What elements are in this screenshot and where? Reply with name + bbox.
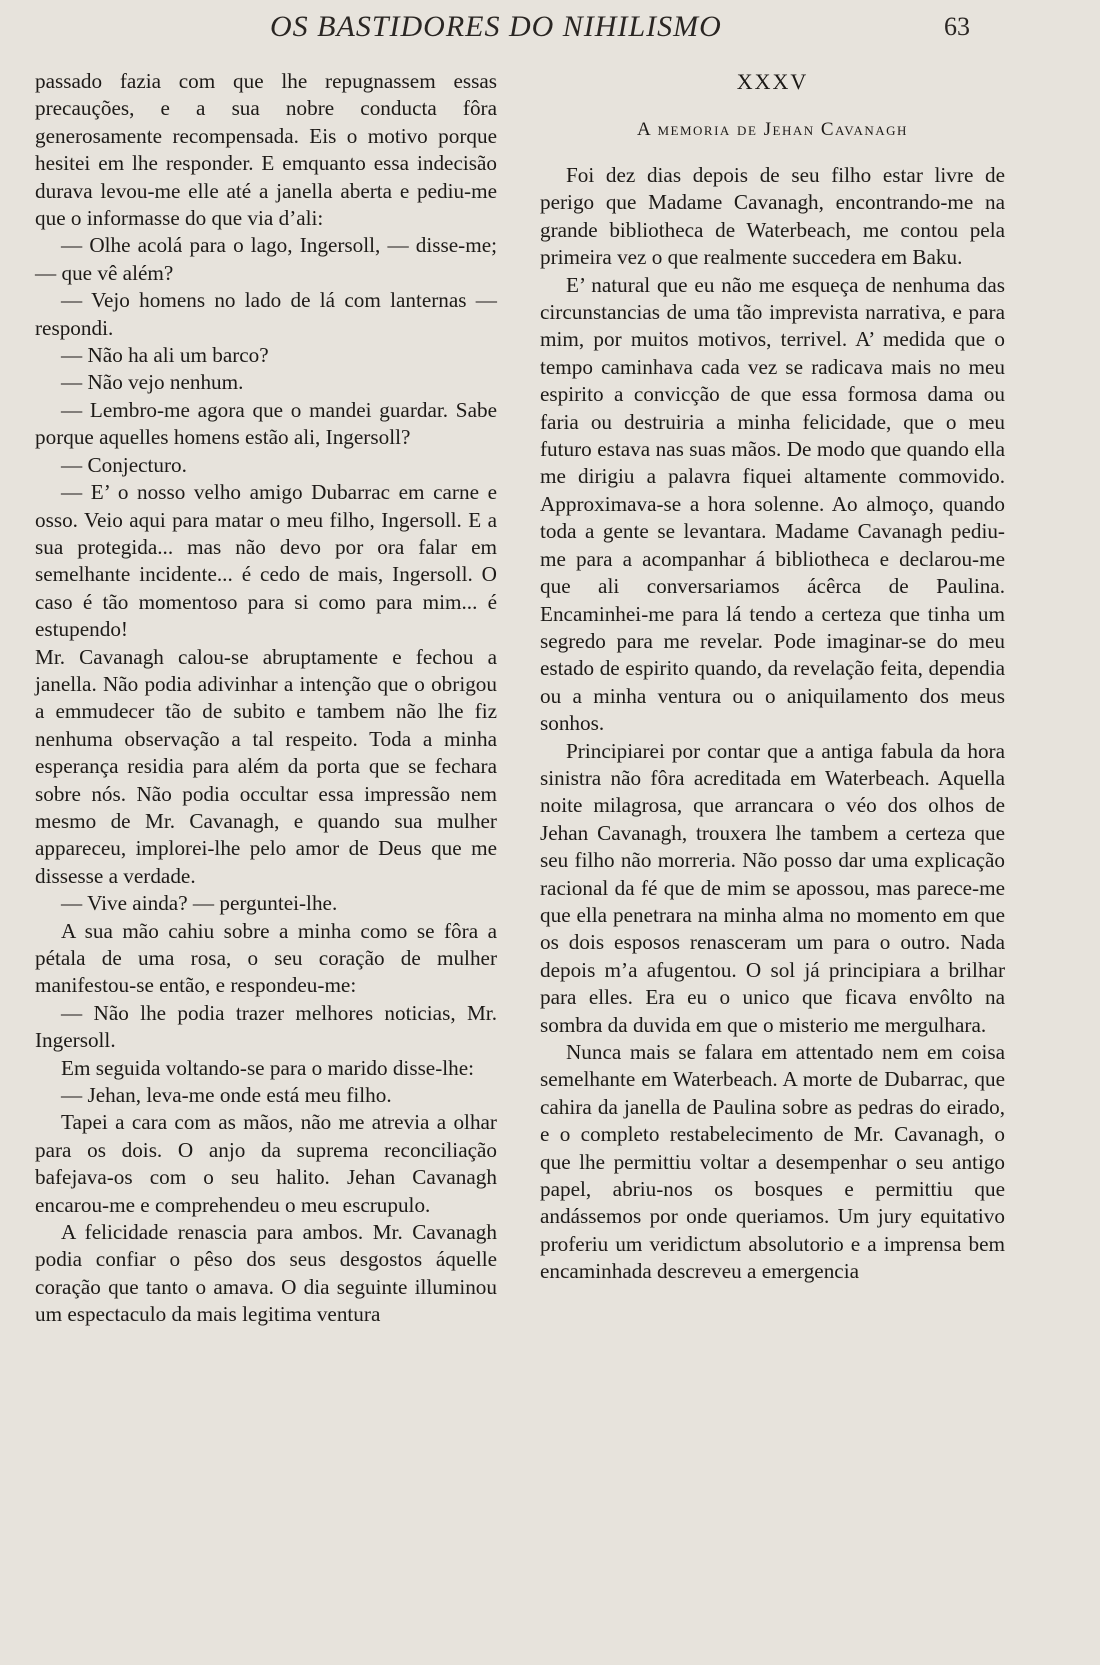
dialogue-line: — Vejo homens no lado de lá com lanternas — respondi.	[35, 288, 497, 340]
paragraph: E’ natural que eu não me esqueça de nenhuma das circunstancias de uma tão imprevista narrativa, e para mim, por muitos motivos, terrivel. A’ medida que o tempo caminhava cada vez se radicava mais no meu espirito a convicção de que essa formosa dama ou faria ou destruiria a minha felicidade, que o meu futuro estava nas suas mãos. De modo que quando ella me dirigiu a palavra fiquei altamente commovido. Approximava-se a hora solenne. Ao almoço, quando toda a gente se levantara. Madame Cavanagh pediu-me para a acompanhar á bibliotheca e declarou-me que ali conversariamos ácêrca de Paulina. Encaminhei-me para lá tendo a certeza que tinha um segredo para me revelar. Pode imaginar-se do meu estado de espirito quando, da revelação feita, dependia ou a minha ventura ou o aniquilamento dos meus sonhos.	[540, 272, 1005, 736]
dialogue-line: — Não vejo nenhum.	[61, 370, 244, 395]
paragraph: A sua mão cahiu sobre a minha como se fôra a pétala de uma rosa, o seu coração de mulher manifestou-se então, e respondeu-me:	[35, 918, 497, 998]
dialogue-line: — E’ o nosso velho amigo Dubarrac em carne e osso. Veio aqui para matar o meu filho, Ingersoll. E a sua protegida... mas não devo por ora falar em semelhante incidente... é cedo de mais, Ingersoll. O caso é tão momentoso para si como para mim... é estupendo!	[35, 480, 497, 642]
running-head	[0, 10, 1100, 50]
paragraph: Tapei a cara com as mãos, não me atrevia a olhar para os dois. O anjo da suprema reconciliação bafejava-os com o seu halito. Jehan Cavanagh encarou-me e comprehendeu o meu escrupulo.	[35, 1110, 497, 1217]
paragraph: Em seguida voltando-se para o marido disse-lhe:	[61, 1055, 475, 1080]
paragraph: Principiarei por contar que a antiga fabula da hora sinistra não fôra acreditada em Waterbeach. Aquella noite milagrosa, que arrancara o véo dos olhos de Jehan Cavanagh, trouxera lhe tambem a certeza que seu filho não morreria. Não posso dar uma explicação racional da fé que de mim se apossou, mas parece-me que ella penetrara na minha alma no momento em que os dois esposos renasceram um para o outro. Nada depois m’a afugentou. O sol já principiara a brilhar para elles. Era eu o unico que ficava envôlto na sombra da duvida em que o misterio me mergulhara.	[540, 738, 1005, 1037]
right-column	[540, 68, 1005, 1286]
dialogue-line: — Jehan, leva-me onde está meu filho.	[61, 1083, 392, 1108]
dialogue-line: — Conjecturo.	[61, 452, 187, 477]
left-column	[35, 68, 497, 1329]
dialogue-line: — Não ha ali um barco?	[61, 343, 269, 368]
book-title: OS BASTIDORES DO NIHILISMO	[270, 10, 722, 43]
dialogue-line: — Vive ainda? — perguntei-lhe.	[61, 891, 338, 916]
paragraph: A felicidade renascia para ambos. Mr. Cavanagh podia confiar o pêso dos seus desgostos áquelle coração que tanto o amava. O dia seguinte illuminou um espectaculo da mais legitima ventura	[35, 1220, 497, 1327]
paragraph: Nunca mais se falara em attentado nem em coisa semelhante em Waterbeach. A morte de Dubarrac, que cahira da janella de Paulina sobre as pedras do eirado, e o completo restabelecimento de Mr. Cavanagh, o que lhe permittiu voltar a desempenhar o seu antigo papel, abriu-nos os bosques e permittiu que andássemos por onde queriamos. Um jury equitativo proferiu um veridictum absolutorio e a imprensa bem encaminhada descreveu a emergencia	[540, 1040, 1005, 1284]
paragraph: Mr. Cavanagh calou-se abruptamente e fechou a janella. Não podia adivinhar a intenção que o obrigou a emmudecer tão de subito e tambem não lhe fiz nenhuma observação a tal respeito. Toda a minha esperança residia para além da porta que se fechara sobre nós. Não podia occultar essa impressão nem mesmo de Mr. Cavanagh, e quando sua mulher appareceu, implorei-lhe pelo amor de Deus que me dissesse a verdade.	[35, 644, 497, 888]
page-number: 63	[944, 12, 970, 41]
dialogue-line: — Não lhe podia trazer melhores noticias, Mr. Ingersoll.	[35, 1000, 497, 1053]
chapter-title: A memoria de Jehan Cavanagh	[637, 119, 908, 140]
paragraph: Foi dez dias depois de seu filho estar livre de perigo que Madame Cavanagh, encontrando-me na grande bibliotheca de Waterbeach, me contou pela primeira vez o que realmente succedera em Baku.	[540, 163, 1005, 270]
dialogue-line: — Lembro-me agora que o mandei guardar. Sabe porque aquelles homens estão ali, Ingersoll?	[35, 397, 497, 450]
dialogue-line: — Olhe acolá para o lago, Ingersoll, — disse-me; — que vê além?	[35, 233, 497, 285]
paragraph: passado fazia com que lhe repugnassem essas precauções, e a sua nobre conducta fôra generosamente recompensada. Eis o motivo porque hesitei em lhe responder. E emquanto essa indecisão durava levou-me elle até a janella aberta e pediu-me que o informasse do que via d’ali:	[35, 69, 497, 231]
chapter-number: XXXV	[736, 69, 809, 94]
